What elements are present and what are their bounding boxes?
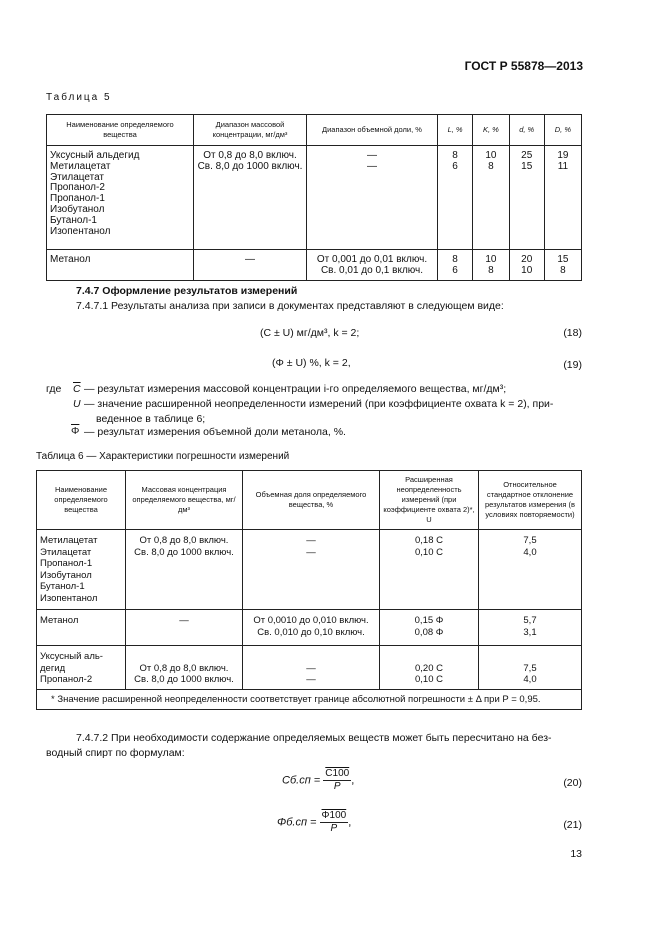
table-row (37, 646, 582, 690)
substance-cell: Уксусный альдегид Метилацетат Этилацетат Пропанол-2 Пропанол-1 Изобутанол Бутанол-1 Изопентанол (47, 146, 194, 250)
table-footnote-row (37, 690, 582, 710)
section-heading: 7.4.7 Оформление результатов измерений (76, 285, 298, 297)
mass-range-cell: — (194, 250, 307, 281)
table-row (37, 530, 582, 610)
definition-C: — результат измерения массовой концентрации i-го определяемого вещества, мг/дм³; (84, 383, 507, 395)
vol-range-cell: От 0,001 до 0,01 включ. Св. 0,01 до 0,1 включ. (307, 250, 438, 281)
col-header: Диапазон массовой концентрации, мг/дм³ (194, 115, 307, 146)
mass-range-cell: От 0,8 до 8,0 включ. Св. 8,0 до 1000 включ. (194, 146, 307, 250)
col-header: Объемная доля определяемого вещества, % (243, 471, 380, 530)
paragraph: 7.4.7.1 Результаты анализа при записи в документах представляют в следующем виде: (76, 300, 504, 312)
paragraph-cont: водный спирт по формулам: (46, 747, 185, 759)
definition-U-cont: веденное в таблице 6; (96, 413, 206, 425)
K-cell: 10 8 (473, 146, 509, 250)
equation-18: (C ± U) мг/дм³, k = 2; (260, 327, 360, 339)
vol-cell: — — (243, 646, 380, 690)
table-header-row (47, 115, 582, 146)
table-6 (36, 470, 582, 710)
d-cell: 25 15 (509, 146, 544, 250)
where-label: где (46, 383, 62, 395)
definition-U: — значение расширенной неопределенности измерений (при коэффициенте охвата k = 2), при- (84, 398, 554, 410)
sd-cell: 7,5 4,0 (479, 646, 582, 690)
sd-cell: 5,7 3,1 (479, 610, 582, 646)
col-header: K, % (473, 115, 509, 146)
mass-cell: От 0,8 до 8,0 включ. Св. 8,0 до 1000 включ. (126, 646, 243, 690)
sd-cell: 7,5 4,0 (479, 530, 582, 610)
d-cell: 20 10 (509, 250, 544, 281)
equation-number: (20) (563, 777, 582, 789)
D-cell: 19 11 (544, 146, 581, 250)
definition-Phi: — результат измерения объемной доли метанола, %. (84, 426, 346, 438)
col-header: Диапазон объемной доли, % (307, 115, 438, 146)
table5-caption: Таблица 5 (46, 92, 112, 103)
D-cell: 15 8 (544, 250, 581, 281)
col-header: Массовая концентрация определяемого вещества, мг/дм³ (126, 471, 243, 530)
table-5 (46, 114, 582, 281)
symbol-Phi: $\overline{\Phi}$ (71, 425, 80, 437)
uncertainty-cell: 0,18 C 0,10 C (380, 530, 479, 610)
col-header: L, % (438, 115, 473, 146)
substance-cell: Метанол (37, 610, 126, 646)
equation-number: (19) (563, 359, 582, 371)
substance-cell: Метанол (47, 250, 194, 281)
L-cell: 8 6 (438, 146, 473, 250)
vol-cell: От 0,0010 до 0,010 включ. Св. 0,010 до 0,10 включ. (243, 610, 380, 646)
col-header: Наименование определяемого вещества (47, 115, 194, 146)
substance-cell: Уксусный аль- дегид Пропанол-2 (37, 646, 126, 690)
table-row (47, 250, 582, 281)
mass-cell: — (126, 610, 243, 646)
equation-20: Cб.сп = $\frac{C100}{P}$ , (282, 768, 355, 792)
col-header: Относительное стандартное отклонение результатов измерения (в условиях повторяемости) (479, 471, 582, 530)
substance-cell: Метилацетат Этилацетат Пропанол-1 Изобутанол Бутанол-1 Изопентанол (37, 530, 126, 610)
col-header: d, % (509, 115, 544, 146)
equation-19: (Φ ± U) %, k = 2, (272, 357, 351, 369)
uncertainty-cell: 0,20 C 0,10 C (380, 646, 479, 690)
L-cell: 8 6 (438, 250, 473, 281)
col-header: Расширенная неопределенность измерений (при коэффициенте охвата 2)*, U (380, 471, 479, 530)
symbol-U: U (73, 398, 81, 410)
equation-21: Φб.сп = $\frac{\Phi 100}{P}$ , (277, 810, 352, 834)
table6-caption: Таблица 6 — Характеристики погрешности измерений (36, 451, 290, 462)
uncertainty-cell: 0,15 Φ 0,08 Φ (380, 610, 479, 646)
col-header: Наименование определяемого вещества (37, 471, 126, 530)
page-number: 13 (570, 848, 582, 860)
table-row (47, 146, 582, 250)
footnote: * Значение расширенной неопределенности соответствует границе абсолютной погрешности ± Δ при P = 0,95. (37, 690, 582, 710)
vol-cell: — — (243, 530, 380, 610)
table-row (37, 610, 582, 646)
equation-number: (18) (563, 327, 582, 339)
equation-number: (21) (563, 819, 582, 831)
K-cell: 10 8 (473, 250, 509, 281)
mass-cell: От 0,8 до 8,0 включ. Св. 8,0 до 1000 включ. (126, 530, 243, 610)
standard-header: ГОСТ Р 55878—2013 (464, 59, 583, 73)
col-header: D, % (544, 115, 581, 146)
symbol-C: $\overline{C}$ (73, 383, 81, 395)
paragraph: 7.4.7.2 При необходимости содержание определяемых веществ может быть пересчитано на без- (76, 732, 552, 744)
vol-range-cell: — — (307, 146, 438, 250)
table-header-row (37, 471, 582, 530)
